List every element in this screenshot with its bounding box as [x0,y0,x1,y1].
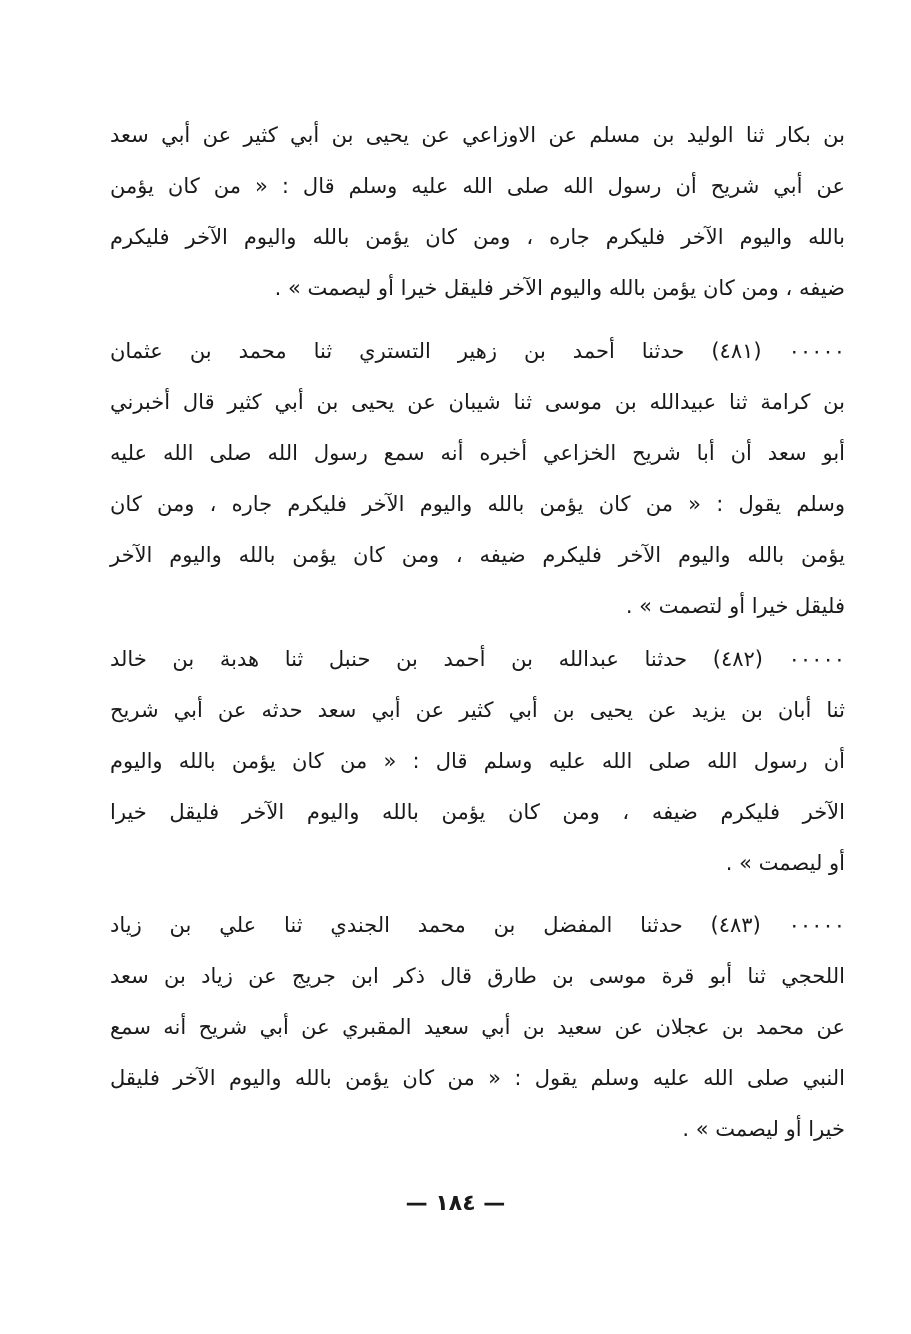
text-line: يؤمن بالله واليوم الآخر فليكرم ضيفه ، ومن كان يؤمن بالله واليوم الآخر [110,543,845,567]
text-line: ٠٠٠٠٠ (٤٨٣) حدثنا المفضل بن محمد الجندي ثنا علي بن زياد [110,913,845,937]
hadith-483 [110,900,845,1155]
text-line: النبي صلى الله عليه وسلم يقول : « من كان يؤمن بالله واليوم الآخر فليقل [110,1066,845,1090]
text-line: ٠٠٠٠٠ (٤٨١) حدثنا أحمد بن زهير التستري ثنا محمد بن عثمان [110,339,845,363]
text-line: فليقل خيرا أو لتصمت » . [625,594,845,618]
page-number: — ١٨٤ — [405,1191,506,1216]
text-line: أن رسول الله صلى الله عليه وسلم قال : « من كان يؤمن بالله واليوم [110,749,845,773]
text-line: عن محمد بن عجلان عن سعيد بن أبي سعيد المقبري عن أبي شريح أنه سمع [110,1015,845,1039]
text-line: بن كرامة ثنا عبيدالله بن موسى ثنا شيبان عن يحيى بن أبي كثير قال أخبرني [110,390,845,414]
hadith-482 [110,634,845,889]
text-line: أو ليصمت » . [725,851,845,875]
text-line: ثنا أبان بن يزيد عن يحيى بن أبي كثير عن أبي سعد حدثه عن أبي شريح [110,698,845,722]
text-line: الآخر فليكرم ضيفه ، ومن كان يؤمن بالله واليوم الآخر فليقل خيرا [110,800,845,824]
text-line: ضيفه ، ومن كان يؤمن بالله واليوم الآخر فليقل خيرا أو ليصمت » . [274,276,845,300]
text-line: وسلم يقول : « من كان يؤمن بالله واليوم الآخر فليكرم جاره ، ومن كان [110,492,845,516]
hadith-481 [110,326,845,632]
text-line: عن أبي شريح أن رسول الله صلى الله عليه وسلم قال : « من كان يؤمن [110,174,845,198]
text-line: خيرا أو ليصمت » . [682,1117,845,1141]
text-line: أبو سعد أن أبا شريح الخزاعي أخبره أنه سمع رسول الله صلى الله عليه [110,441,845,465]
paragraph-continuation [110,110,845,314]
text-line: بن بكار ثنا الوليد بن مسلم عن الاوزاعي عن يحيى بن أبي كثير عن أبي سعد [110,123,845,147]
text-line: ٠٠٠٠٠ (٤٨٢) حدثنا عبدالله بن أحمد بن حنبل ثنا هدبة بن خالد [110,647,846,671]
text-line: اللحجي ثنا أبو قرة موسى بن طارق قال ذكر ابن جريج عن زياد بن سعد [110,964,845,988]
text-line: بالله واليوم الآخر فليكرم جاره ، ومن كان يؤمن بالله واليوم الآخر فليكرم [110,225,845,249]
